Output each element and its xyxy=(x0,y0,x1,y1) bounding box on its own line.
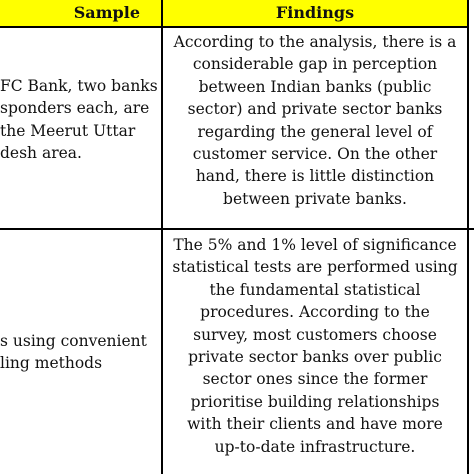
row1-findings-line: hand, there is little distinction xyxy=(195,167,435,186)
row1-findings-line: According to the analysis, there is a xyxy=(173,33,457,51)
row2-findings-line: the fundamental statistical xyxy=(209,280,421,299)
row2-findings-line: survey, most customers choose xyxy=(193,325,437,344)
row2-findings-line: up-to-date infrastructure. xyxy=(214,437,416,456)
header-sample-cell xyxy=(0,0,162,28)
row2-findings-line: sector ones since the former xyxy=(202,370,428,389)
row2-findings-line: with their clients and have more xyxy=(187,415,443,434)
row1-findings-line: between private banks. xyxy=(223,189,407,208)
row2-findings-line: private sector banks over public xyxy=(188,348,442,367)
row1-sample-line: FC Bank, two banks xyxy=(0,77,158,95)
header-findings-cell xyxy=(162,0,468,28)
row1-findings-line: considerable gap in perception xyxy=(192,55,438,74)
row1-sample-line: desh area. xyxy=(0,144,82,163)
row2-sample-cell xyxy=(0,330,147,375)
row1-findings-line: between Indian banks (public xyxy=(198,77,432,96)
header-findings: Findings xyxy=(275,2,355,22)
row-divider xyxy=(0,228,474,230)
row1-sample-cell xyxy=(0,75,158,165)
row1-sample-line: sponders each, are xyxy=(0,99,150,118)
row2-sample-line: s using convenient xyxy=(0,332,147,350)
row1-findings-line: customer service. On the other xyxy=(192,145,438,164)
row2-findings-line: statistical tests are performed using xyxy=(172,258,458,277)
header-sample: Sample xyxy=(73,2,140,22)
row1-findings-line: sector) and private sector banks xyxy=(187,100,443,119)
row2-findings-line: procedures. According to the xyxy=(200,303,430,322)
row2-findings-cell xyxy=(162,234,468,458)
row2-sample-line: ling methods xyxy=(0,354,103,373)
row1-findings-cell xyxy=(162,31,468,210)
row1-findings-line: regarding the general level of xyxy=(197,122,433,141)
row2-findings-line: The 5% and 1% level of significance xyxy=(173,236,457,254)
row2-findings-line: prioritise building relationships xyxy=(190,392,440,411)
row1-sample-line: the Meerut Uttar xyxy=(0,121,136,140)
